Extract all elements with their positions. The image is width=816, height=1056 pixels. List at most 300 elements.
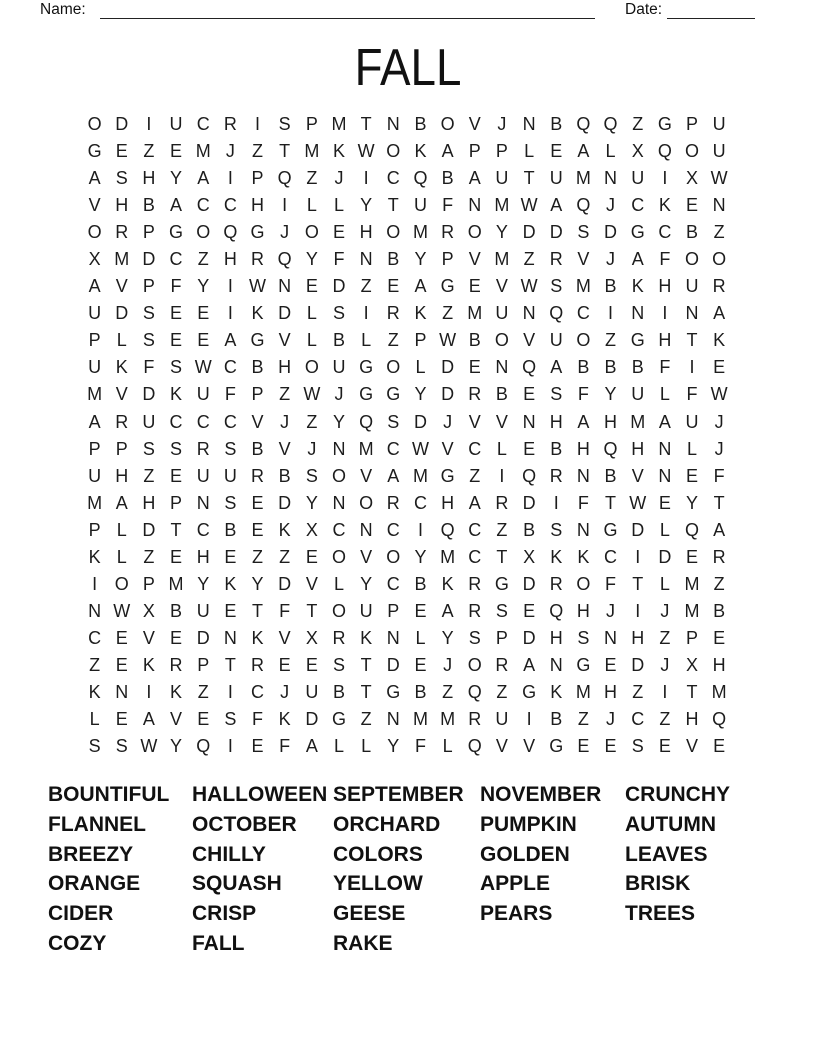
grid-letter: L — [659, 384, 670, 405]
grid-letter: L — [306, 195, 317, 216]
grid-letter: R — [495, 654, 509, 675]
grid-letter: I — [146, 682, 152, 702]
grid-letter: P — [115, 438, 128, 459]
grid-letter: A — [414, 276, 427, 297]
grid-letter: E — [305, 276, 318, 297]
grid-letter: Y — [414, 546, 427, 567]
grid-letter: U — [88, 465, 102, 486]
grid-letter: H — [359, 222, 373, 243]
grid-letter: Y — [197, 276, 210, 297]
grid-letter: K — [278, 709, 291, 730]
grid-letter: Z — [252, 546, 264, 567]
grid-letter: W — [439, 330, 457, 351]
grid-letter: G — [386, 384, 401, 405]
grid-letter: E — [197, 303, 210, 324]
grid-letter: K — [550, 682, 563, 702]
grid-letter: I — [92, 573, 98, 594]
word-list-item: BOUNTIFUL — [48, 783, 170, 806]
grid-letter: O — [331, 465, 346, 486]
grid-letter: R — [495, 492, 509, 513]
name-blank-line — [100, 17, 595, 19]
grid-letter: V — [495, 736, 508, 757]
grid-letter: Y — [495, 222, 508, 243]
grid-letter: U — [196, 600, 210, 621]
grid-letter: D — [386, 654, 400, 675]
grid-letter: N — [658, 465, 672, 486]
grid-letter: A — [713, 519, 726, 540]
grid-letter: L — [659, 519, 670, 540]
grid-letter: F — [170, 276, 182, 297]
grid-letter: G — [630, 222, 645, 243]
grid-letter: U — [413, 195, 427, 216]
word-list-item: COLORS — [333, 842, 423, 866]
grid-letter: B — [550, 709, 563, 730]
grid-letter: S — [305, 465, 318, 486]
grid-letter: M — [87, 492, 103, 513]
grid-letter: A — [658, 411, 671, 432]
grid-letter: V — [577, 249, 590, 270]
grid-letter: E — [387, 276, 400, 297]
grid-letter: T — [605, 492, 617, 513]
grid-letter: R — [549, 465, 563, 486]
grid-letter: R — [251, 465, 265, 486]
grid-letter: W — [520, 276, 538, 297]
grid-letter: V — [495, 276, 508, 297]
grid-letter: C — [658, 222, 672, 243]
grid-letter: C — [196, 114, 210, 135]
grid-letter: F — [686, 384, 698, 405]
grid-letter: M — [440, 546, 456, 567]
grid-letter: P — [170, 492, 183, 513]
grid-letter: C — [196, 519, 210, 540]
grid-letter: H — [604, 682, 618, 702]
grid-letter: L — [116, 546, 127, 567]
grid-letter: S — [278, 114, 291, 135]
grid-letter: U — [631, 168, 645, 189]
grid-letter: A — [441, 600, 454, 621]
grid-letter: G — [522, 682, 537, 702]
grid-letter: O — [386, 141, 401, 162]
grid-letter: E — [604, 736, 617, 757]
grid-letter: H — [576, 600, 590, 621]
grid-letter: Z — [252, 141, 264, 162]
grid-letter: T — [170, 519, 182, 540]
grid-letter: B — [170, 600, 183, 621]
grid-letter: Y — [305, 249, 318, 270]
grid-letter: R — [115, 411, 129, 432]
grid-letter: O — [467, 654, 482, 675]
grid-letter: G — [250, 222, 265, 243]
grid-letter: L — [524, 141, 535, 162]
grid-letter: B — [414, 114, 427, 135]
grid-letter: Y — [387, 736, 400, 757]
grid-letter: J — [660, 654, 670, 675]
grid-letter: O — [304, 222, 319, 243]
grid-letter: Z — [577, 709, 589, 730]
grid-letter: L — [415, 357, 426, 378]
grid-letter: I — [227, 168, 233, 189]
grid-letter: R — [223, 114, 237, 135]
word-list-item: CRUNCHY — [625, 783, 730, 806]
grid-letter: E — [686, 546, 699, 567]
grid-letter: R — [251, 249, 265, 270]
grid-letter: F — [143, 357, 155, 378]
grid-letter: C — [413, 492, 427, 513]
grid-letter: U — [223, 465, 237, 486]
grid-letter: V — [468, 249, 481, 270]
grid-letter: U — [359, 600, 373, 621]
grid-letter: A — [550, 195, 563, 216]
grid-letter: N — [604, 627, 618, 648]
grid-letter: A — [88, 276, 101, 297]
grid-letter: Y — [360, 195, 373, 216]
grid-letter: F — [224, 384, 236, 405]
grid-letter: K — [550, 546, 563, 567]
grid-letter: U — [712, 114, 726, 135]
grid-letter: C — [386, 573, 400, 594]
grid-letter: C — [196, 411, 210, 432]
grid-letter: U — [631, 384, 645, 405]
grid-letter: R — [712, 546, 726, 567]
grid-letter: N — [359, 249, 373, 270]
grid-letter: A — [170, 195, 183, 216]
word-list-item: GEESE — [333, 902, 406, 926]
grid-letter: X — [305, 519, 318, 540]
grid-letter: V — [88, 195, 101, 216]
grid-letter: Z — [197, 249, 209, 270]
grid-letter: O — [386, 357, 401, 378]
grid-letter: E — [414, 600, 427, 621]
grid-letter: S — [550, 384, 563, 405]
grid-letter: M — [630, 411, 646, 432]
grid-letter: F — [577, 492, 589, 513]
grid-letter: P — [251, 168, 264, 189]
name-label: Name: — [40, 1, 86, 18]
grid-letter: Q — [549, 600, 564, 621]
grid-letter: V — [523, 330, 536, 351]
grid-letter: V — [360, 546, 373, 567]
grid-letter: U — [196, 465, 210, 486]
grid-letter: B — [251, 357, 264, 378]
grid-letter: D — [441, 357, 455, 378]
grid-letter: A — [713, 303, 726, 324]
grid-letter: E — [224, 546, 237, 567]
grid-letter: Q — [712, 709, 727, 730]
grid-letter: C — [223, 357, 237, 378]
puzzle-title: FALL — [354, 39, 462, 97]
grid-letter: M — [684, 573, 700, 594]
grid-letter: C — [223, 411, 237, 432]
grid-letter: W — [520, 195, 538, 216]
grid-letter: C — [169, 411, 183, 432]
grid-letter: M — [114, 249, 130, 270]
grid-letter: I — [499, 465, 505, 486]
grid-letter: N — [386, 114, 400, 135]
grid-letter: M — [684, 600, 700, 621]
grid-letter: P — [142, 276, 155, 297]
grid-letter: G — [603, 519, 618, 540]
grid-letter: J — [334, 384, 344, 405]
grid-letter: N — [522, 303, 536, 324]
grid-letter: D — [522, 627, 536, 648]
grid-letter: O — [712, 249, 727, 270]
grid-letter: E — [550, 141, 563, 162]
grid-letter: E — [523, 438, 536, 459]
grid-letter: V — [115, 384, 128, 405]
grid-letter: P — [495, 627, 508, 648]
grid-letter: A — [115, 492, 128, 513]
grid-letter: I — [227, 736, 233, 757]
grid-letter: J — [606, 709, 616, 730]
grid-letter: N — [712, 195, 726, 216]
word-list-item: PUMPKIN — [480, 812, 577, 836]
grid-letter: K — [631, 276, 644, 297]
grid-letter: J — [334, 168, 344, 189]
word-list-item: FLANNEL — [48, 812, 146, 836]
grid-letter: Z — [713, 573, 725, 594]
grid-letter: H — [115, 195, 129, 216]
grid-letter: Q — [576, 114, 591, 135]
grid-letter: P — [88, 519, 101, 540]
grid-letter: Q — [440, 519, 455, 540]
grid-letter: P — [305, 114, 318, 135]
grid-letter: M — [440, 709, 456, 730]
grid-letter: B — [414, 573, 427, 594]
grid-letter: T — [686, 330, 698, 351]
grid-letter: Z — [632, 682, 644, 702]
grid-letter: H — [251, 195, 265, 216]
grid-letter: U — [142, 411, 156, 432]
grid-letter: W — [357, 141, 375, 162]
grid-letter: D — [115, 303, 129, 324]
grid-letter: Z — [306, 411, 318, 432]
grid-letter: O — [494, 330, 509, 351]
grid-letter: O — [87, 222, 102, 243]
grid-letter: X — [88, 249, 101, 270]
grid-letter: S — [550, 519, 563, 540]
grid-letter: P — [251, 384, 264, 405]
grid-letter: F — [252, 709, 264, 730]
grid-letter: C — [332, 519, 346, 540]
word-list-item: COZY — [48, 931, 107, 955]
grid-letter: M — [494, 195, 510, 216]
grid-letter: E — [577, 736, 590, 757]
grid-letter: H — [658, 330, 672, 351]
grid-letter: X — [631, 141, 644, 162]
grid-letter: E — [414, 654, 427, 675]
grid-letter: C — [88, 627, 102, 648]
grid-letter: A — [88, 411, 101, 432]
grid-letter: H — [631, 438, 645, 459]
grid-letter: P — [88, 330, 101, 351]
grid-letter: L — [361, 330, 372, 351]
grid-letter: F — [333, 249, 345, 270]
word-list-item: OCTOBER — [192, 812, 297, 836]
grid-letter: T — [279, 141, 291, 162]
grid-letter: E — [251, 492, 264, 513]
grid-letter: Q — [657, 141, 672, 162]
grid-letter: J — [280, 682, 290, 702]
grid-letter: I — [689, 357, 695, 378]
grid-letter: N — [658, 438, 672, 459]
grid-letter: O — [331, 600, 346, 621]
grid-letter: S — [142, 438, 155, 459]
grid-letter: C — [386, 168, 400, 189]
grid-letter: S — [115, 168, 128, 189]
grid-letter: O — [386, 222, 401, 243]
grid-letter: K — [360, 627, 373, 648]
grid-letter: E — [658, 492, 671, 513]
grid-letter: C — [386, 438, 400, 459]
grid-letter: Z — [659, 709, 671, 730]
grid-letter: Q — [522, 465, 537, 486]
grid-letter: B — [495, 384, 508, 405]
grid-letter: I — [227, 303, 233, 324]
grid-letter: U — [495, 303, 509, 324]
grid-letter: Y — [604, 384, 617, 405]
grid-letter: U — [88, 357, 102, 378]
grid-letter: S — [88, 736, 101, 757]
grid-letter: X — [686, 654, 699, 675]
grid-letter: S — [224, 438, 237, 459]
grid-letter: Z — [197, 682, 209, 702]
grid-letter: L — [442, 736, 453, 757]
grid-letter: B — [604, 465, 617, 486]
grid-letter: K — [251, 627, 264, 648]
word-list-item: ORCHARD — [333, 812, 441, 836]
grid-letter: M — [358, 438, 374, 459]
grid-letter: S — [495, 600, 508, 621]
grid-letter: Y — [170, 736, 183, 757]
grid-letter: M — [331, 114, 347, 135]
grid-letter: K — [170, 682, 183, 702]
grid-letter: N — [468, 195, 482, 216]
grid-letter: P — [414, 330, 427, 351]
grid-letter: H — [142, 492, 156, 513]
grid-letter: R — [468, 384, 482, 405]
grid-letter: B — [686, 222, 699, 243]
grid-letter: E — [115, 654, 128, 675]
grid-letter: E — [686, 465, 699, 486]
grid-letter: N — [522, 411, 536, 432]
grid-letter: Y — [305, 492, 318, 513]
grid-letter: S — [550, 276, 563, 297]
grid-letter: I — [662, 168, 668, 189]
grid-letter: Z — [442, 303, 454, 324]
grid-letter: E — [170, 141, 183, 162]
grid-letter: E — [713, 627, 726, 648]
grid-letter: I — [526, 709, 532, 730]
grid-letter: O — [685, 249, 700, 270]
grid-letter: I — [363, 168, 369, 189]
grid-letter: T — [713, 492, 725, 513]
grid-letter: U — [196, 384, 210, 405]
grid-letter: Z — [306, 168, 318, 189]
grid-letter: Q — [522, 357, 537, 378]
grid-letter: S — [115, 736, 128, 757]
grid-letter: D — [278, 573, 292, 594]
word-list-item: BRISK — [625, 872, 691, 896]
grid-letter: N — [332, 492, 346, 513]
grid-letter: Q — [549, 303, 564, 324]
grid-letter: Y — [686, 492, 699, 513]
grid-letter: M — [412, 709, 428, 730]
grid-letter: S — [170, 357, 183, 378]
grid-letter: Y — [251, 573, 264, 594]
grid-letter: E — [197, 709, 210, 730]
grid-letter: F — [279, 736, 291, 757]
grid-letter: E — [713, 736, 726, 757]
grid-letter: Q — [413, 168, 428, 189]
grid-letter: L — [89, 709, 100, 730]
grid-letter: R — [251, 654, 265, 675]
word-list-item: RAKE — [333, 931, 393, 955]
grid-letter: E — [523, 384, 536, 405]
grid-letter: M — [467, 303, 483, 324]
grid-letter: R — [468, 709, 482, 730]
grid-letter: L — [116, 519, 127, 540]
grid-letter: K — [713, 330, 726, 351]
grid-letter: A — [631, 249, 644, 270]
word-list-item: APPLE — [480, 872, 551, 896]
grid-letter: B — [604, 357, 617, 378]
grid-letter: N — [522, 114, 536, 135]
grid-letter: P — [495, 141, 508, 162]
grid-letter: R — [468, 600, 482, 621]
word-list-item: HALLOWEEN — [192, 783, 328, 806]
grid-letter: K — [414, 141, 427, 162]
grid-letter: J — [443, 654, 453, 675]
grid-letter: G — [250, 330, 265, 351]
grid-letter: K — [170, 384, 183, 405]
grid-letter: Q — [685, 519, 700, 540]
grid-letter: N — [576, 519, 590, 540]
grid-letter: S — [224, 492, 237, 513]
grid-letter: P — [197, 654, 210, 675]
grid-letter: C — [631, 709, 645, 730]
grid-letter: O — [359, 492, 374, 513]
grid-letter: M — [711, 682, 727, 702]
grid-letter: H — [115, 465, 129, 486]
grid-letter: T — [360, 682, 372, 702]
word-list-column — [48, 780, 192, 959]
grid-letter: A — [88, 168, 101, 189]
grid-letter: Z — [89, 654, 101, 675]
grid-letter: D — [142, 519, 156, 540]
grid-letter: V — [631, 465, 644, 486]
grid-letter: E — [251, 736, 264, 757]
grid-letter: V — [278, 438, 291, 459]
grid-letter: F — [659, 249, 671, 270]
grid-letter: B — [414, 682, 427, 702]
grid-letter: J — [660, 600, 670, 621]
grid-letter: U — [332, 357, 346, 378]
grid-letter: T — [686, 682, 698, 702]
grid-letter: L — [496, 438, 507, 459]
grid-letter: X — [686, 168, 699, 189]
grid-letter: O — [304, 357, 319, 378]
grid-letter: H — [549, 411, 563, 432]
grid-letter: B — [332, 330, 345, 351]
grid-letter: F — [442, 195, 454, 216]
grid-letter: K — [88, 546, 101, 567]
grid-letter: E — [468, 276, 481, 297]
grid-letter: D — [413, 411, 427, 432]
grid-letter: U — [495, 709, 509, 730]
grid-letter: N — [386, 627, 400, 648]
grid-letter: C — [468, 546, 482, 567]
word-list-item: NOVEMBER — [480, 783, 602, 806]
